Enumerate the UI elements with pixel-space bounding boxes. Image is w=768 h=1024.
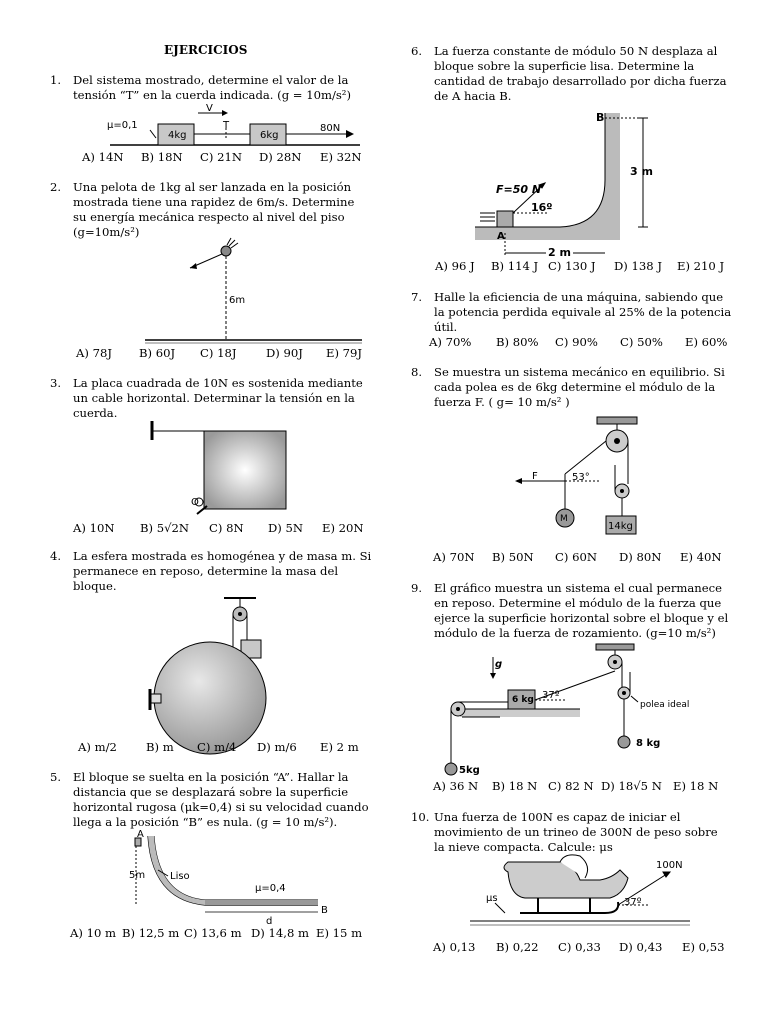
- angle-label: 37º: [542, 690, 560, 701]
- option-a[interactable]: A) m/2: [78, 740, 117, 754]
- problem-number: 10.: [411, 810, 430, 824]
- mass-label: 8 kg: [636, 738, 661, 749]
- problem-number: 4.: [50, 549, 62, 563]
- option-d[interactable]: D) 80N: [619, 550, 662, 564]
- option-e[interactable]: E) 210 J: [677, 259, 725, 273]
- height-label: 6m: [229, 295, 246, 306]
- problem-number: 7.: [411, 290, 423, 304]
- problem-text-line: distancia que se desplazará sobre la superficie: [73, 785, 349, 799]
- problem-text-line: cuerda.: [73, 406, 118, 420]
- problem-text-line: horizontal rugosa (μk=0,4) si su velocidad cuando: [73, 800, 369, 814]
- option-b[interactable]: B) 18 N: [492, 779, 538, 793]
- option-c[interactable]: C) 130 J: [548, 259, 596, 273]
- velocity-label: V: [206, 103, 213, 114]
- problem-text-line: un cable horizontal. Determinar la tensión en la: [73, 391, 355, 405]
- friction-label: μ=0,1: [107, 120, 138, 131]
- option-a[interactable]: A) 96 J: [435, 259, 475, 273]
- force-label: F=50 N: [496, 183, 542, 196]
- problem-text-line: en reposo. Determine el módulo de la fuerza que: [434, 596, 722, 610]
- problem-number: 6.: [411, 44, 423, 58]
- force-label: 80N: [320, 123, 341, 134]
- option-e[interactable]: E) 18 N: [673, 779, 719, 793]
- problem-number: 9.: [411, 581, 423, 595]
- problem-text-line: La fuerza constante de módulo 50 N desplaza al: [434, 44, 718, 58]
- option-a[interactable]: A) 78J: [76, 346, 112, 360]
- option-c[interactable]: C) 13,6 m: [184, 926, 242, 940]
- option-a[interactable]: A) 10 m: [70, 926, 117, 940]
- option-a[interactable]: A) 70%: [429, 335, 472, 349]
- pivot-label: O: [191, 497, 199, 508]
- width-label: 2 m: [548, 246, 571, 259]
- mass-label: M: [560, 514, 568, 524]
- friction-label: μs: [486, 893, 498, 904]
- option-c[interactable]: C) 90%: [555, 335, 598, 349]
- option-b[interactable]: B) 5√2N: [140, 521, 190, 535]
- problem-text-line: El gráfico muestra un sistema el cual permanece: [434, 581, 722, 595]
- problem-text-line: fuerza F. ( g= 10 m/s² ): [434, 395, 570, 409]
- distance-label: d: [266, 916, 273, 927]
- option-d[interactable]: D) 18√5 N: [601, 779, 662, 793]
- option-d[interactable]: D) 28N: [259, 150, 302, 164]
- weight-label: 14kg: [608, 521, 633, 532]
- option-b[interactable]: B) 18N: [141, 150, 183, 164]
- problem-number: 2.: [50, 180, 62, 194]
- block-mass-label: 6kg: [260, 130, 279, 141]
- gravity-label: g: [495, 659, 503, 670]
- option-e[interactable]: E) 32N: [320, 150, 362, 164]
- problem-text-line: cada polea es de 6kg determine el módulo de la: [434, 380, 716, 394]
- option-b[interactable]: B) 60J: [139, 346, 176, 360]
- mass-label: 5kg: [459, 765, 480, 776]
- option-e[interactable]: E) 15 m: [316, 926, 363, 940]
- problem-text-line: útil.: [434, 320, 458, 334]
- height-label: 3 m: [630, 165, 653, 178]
- option-d[interactable]: D) 90J: [266, 346, 303, 360]
- problem-text-line: ejerce la superficie horizontal sobre el bloque y el: [434, 611, 729, 625]
- point-a-label: A: [497, 231, 505, 242]
- option-e[interactable]: E) 0,53: [682, 940, 725, 954]
- option-b[interactable]: B) 12,5 m: [122, 926, 180, 940]
- problem-number: 3.: [50, 376, 62, 390]
- option-c[interactable]: C) 0,33: [558, 940, 601, 954]
- force-label: F: [532, 471, 538, 482]
- problem-number: 5.: [50, 770, 62, 784]
- option-d[interactable]: D) 5N: [268, 521, 304, 535]
- option-a[interactable]: A) 36 N: [433, 779, 479, 793]
- option-c[interactable]: C) 21N: [200, 150, 242, 164]
- problem-text-line: llega a la posición “B” es nula. (g = 10 m/s²).: [73, 815, 338, 829]
- block-mass-label: 6 kg: [512, 695, 534, 705]
- problem-text-line: El bloque se suelta en la posición “A”. Hallar la: [73, 770, 349, 784]
- point-b-label: B: [321, 905, 328, 916]
- point-b-label: B: [596, 111, 605, 124]
- problem-text-line: Del sistema mostrado, determine el valor de la: [73, 73, 349, 87]
- problem-text-line: Halle la eficiencia de una máquina, sabiendo que: [434, 290, 724, 304]
- problem-text-line: La esfera mostrada es homogénea y de masa m. Si: [73, 549, 372, 563]
- angle-label: 53°: [572, 472, 590, 483]
- ideal-pulley-label: polea ideal: [640, 700, 690, 710]
- option-a[interactable]: A) 0,13: [433, 940, 476, 954]
- problem-text-line: Se muestra un sistema mecánico en equilibrio. Si: [434, 365, 725, 379]
- problem-text-line: bloque.: [73, 579, 117, 593]
- option-d[interactable]: D) m/6: [257, 740, 297, 754]
- problem-text-line: permanece en reposo, determine la masa del: [73, 564, 339, 578]
- option-d[interactable]: D) 14,8 m: [251, 926, 309, 940]
- problem-text-line: su energía mecánica respecto al nivel del piso: [73, 210, 345, 224]
- option-c[interactable]: C) 8N: [209, 521, 244, 535]
- problem-text-line: la nieve compacta. Calcule: μs: [434, 840, 613, 854]
- option-c-alt[interactable]: C) 50%: [620, 335, 663, 349]
- angle-label: 37º: [624, 897, 642, 908]
- option-e[interactable]: E) 79J: [326, 346, 363, 360]
- tension-label: T: [223, 120, 230, 131]
- option-b[interactable]: B) 50N: [492, 550, 534, 564]
- problem-text-line: la potencia perdida equivale al 25% de la potencia: [434, 305, 732, 319]
- option-b[interactable]: B) 0,22: [496, 940, 539, 954]
- problem-text-line: (g=10m/s²): [73, 225, 140, 239]
- problem-text-line: módulo de la fuerza de rozamiento. (g=10 m/s²): [434, 626, 716, 640]
- problem-text-line: de A hacia B.: [434, 89, 512, 103]
- problem-number: 1.: [50, 73, 62, 87]
- option-a[interactable]: A) 10N: [73, 521, 115, 535]
- option-e[interactable]: E) 60%: [685, 335, 728, 349]
- point-a-label: A: [137, 829, 144, 840]
- option-a[interactable]: A) 70N: [433, 550, 475, 564]
- option-e[interactable]: E) 2 m: [320, 740, 359, 754]
- friction-label: μ=0,4: [255, 883, 286, 894]
- force-label: 100N: [656, 860, 683, 871]
- problem-text-line: mostrada tiene una rapidez de 6m/s. Determine: [73, 195, 355, 209]
- option-b[interactable]: B) 114 J: [491, 259, 539, 273]
- option-e[interactable]: E) 20N: [322, 521, 364, 535]
- option-b[interactable]: B) 80%: [496, 335, 539, 349]
- problem-text-line: La placa cuadrada de 10N es sostenida mediante: [73, 376, 363, 390]
- problem-number: 8.: [411, 365, 423, 379]
- problem-text-line: tensión “T” en la cuerda indicada. (g = 10m/s²): [73, 88, 351, 102]
- option-d[interactable]: D) 138 J: [614, 259, 662, 273]
- option-c[interactable]: C) m/4: [197, 740, 237, 754]
- page-title: EJERCICIOS: [164, 43, 248, 57]
- option-c[interactable]: C) 18J: [200, 346, 237, 360]
- option-a[interactable]: A) 14N: [82, 150, 124, 164]
- option-d[interactable]: D) 0,43: [619, 940, 663, 954]
- height-label: 5m: [129, 870, 146, 881]
- option-c[interactable]: C) 60N: [555, 550, 597, 564]
- problem-text-line: movimiento de un trineo de 300N de peso sobre: [434, 825, 718, 839]
- problem-text-line: bloque sobre la superficie lisa. Determine la: [434, 59, 695, 73]
- option-c[interactable]: C) 82 N: [548, 779, 594, 793]
- problem-text-line: Una fuerza de 100N es capaz de iniciar el: [434, 810, 681, 824]
- angle-label: 16º: [531, 201, 553, 214]
- option-e[interactable]: E) 40N: [680, 550, 722, 564]
- block-mass-label: 4kg: [168, 130, 187, 141]
- smooth-label: Liso: [170, 871, 190, 882]
- option-b[interactable]: B) m: [146, 740, 174, 754]
- problem-text-line: Una pelota de 1kg al ser lanzada en la posición: [73, 180, 352, 194]
- problem-text-line: cantidad de trabajo desarrollado por dicha fuerza: [434, 74, 727, 88]
